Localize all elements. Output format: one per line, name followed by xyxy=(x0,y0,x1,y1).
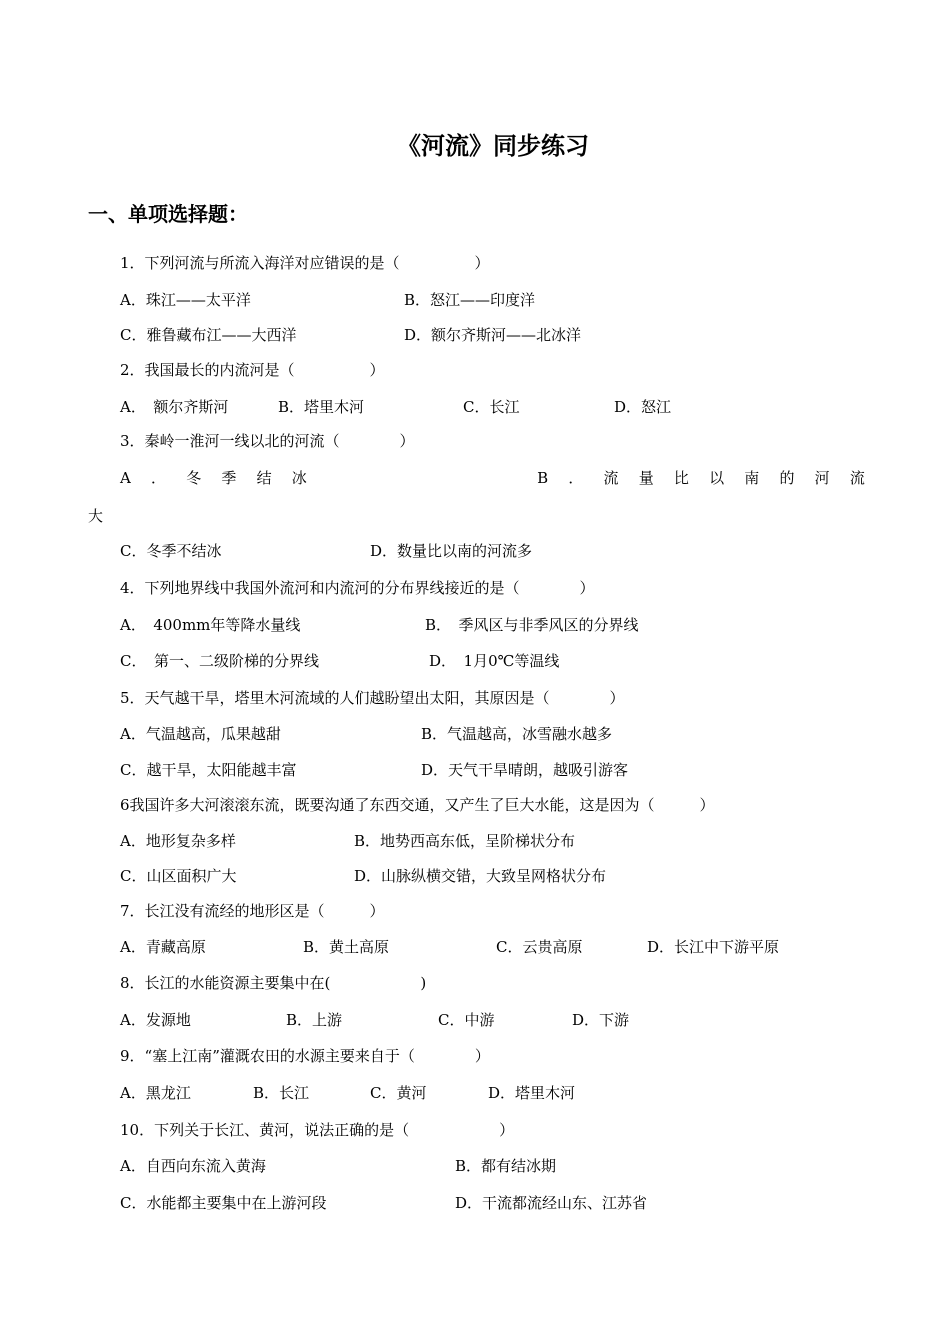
question-4-option-a: A． 400mm年等降水量线 xyxy=(120,616,301,634)
question-9-option-a: A．黑龙江 xyxy=(120,1084,191,1102)
question-2-option-d: D．怒江 xyxy=(614,398,672,416)
question-8-option-a: A．发源地 xyxy=(120,1011,191,1029)
question-5-option-a: A．气温越高，瓜果越甜 xyxy=(120,725,281,743)
question-4-option-c: C． 第一、二级阶梯的分界线 xyxy=(120,652,319,670)
q3-b-char: 流 xyxy=(849,469,865,487)
question-7-option-d: D．长江中下游平原 xyxy=(647,938,780,956)
question-5-option-b: B．气温越高，冰雪融水越多 xyxy=(421,725,613,743)
question-9-stem: 9．“塞上江南”灌溉农田的水源主要来自于（ ） xyxy=(120,1047,490,1065)
question-9-option-d: D．塔里木河 xyxy=(488,1084,576,1102)
q3-a-char: 结 xyxy=(256,469,272,487)
question-9-option-c: C．黄河 xyxy=(370,1084,427,1102)
question-3-options-ab xyxy=(120,468,865,488)
question-2-stem: 2．我国最长的内流河是（ ） xyxy=(120,361,385,379)
q3-b-char: 量 xyxy=(638,469,654,487)
question-4-option-b: B． 季风区与非季风区的分界线 xyxy=(425,616,639,634)
q3-b-char: B xyxy=(537,469,549,487)
question-10-option-b: B．都有结冰期 xyxy=(455,1157,557,1175)
question-6-stem: 6我国许多大河滚滚东流，既要沟通了东西交通，又产生了巨大水能，这是因为（ ） xyxy=(120,796,715,814)
question-5-option-d: D．天气干旱晴朗，越吸引游客 xyxy=(421,761,629,779)
question-1-option-b: B．怒江——印度洋 xyxy=(404,291,536,309)
question-5-option-c: C．越干旱，太阳能越丰富 xyxy=(120,761,297,779)
question-6-option-b: B．地势西高东低，呈阶梯状分布 xyxy=(354,832,576,850)
page-title: 《河流》同步练习 xyxy=(397,132,589,160)
question-9-option-b: B．长江 xyxy=(253,1084,310,1102)
question-8-option-c: C．中游 xyxy=(438,1011,495,1029)
question-3-option-d: D．数量比以南的河流多 xyxy=(370,542,533,560)
question-1-stem: 1．下列河流与所流入海洋对应错误的是（ ） xyxy=(120,254,490,272)
q3-b-char: 河 xyxy=(814,469,830,487)
question-7-option-a: A．青藏高原 xyxy=(120,938,206,956)
q3-b-char: ． xyxy=(568,469,584,487)
q3-a-char: 季 xyxy=(221,469,237,487)
question-3-stem: 3．秦岭一淮河一线以北的河流（ ） xyxy=(120,432,415,450)
q3-a-char: ． xyxy=(151,469,167,487)
q3-b-char: 南 xyxy=(744,469,760,487)
question-7-option-c: C．云贵高原 xyxy=(496,938,583,956)
question-5-stem: 5．天气越干旱，塔里木河流域的人们越盼望出太阳，其原因是（ ） xyxy=(120,689,625,707)
section-heading: 一、单项选择题： xyxy=(88,202,248,226)
question-10-option-c: C．水能都主要集中在上游河段 xyxy=(120,1194,327,1212)
question-2-option-b: B．塔里木河 xyxy=(278,398,365,416)
question-1-option-a: A．珠江——太平洋 xyxy=(120,291,251,309)
q3-b-char: 以 xyxy=(709,469,725,487)
question-10-stem: 10．下列关于长江、黄河，说法正确的是（ ） xyxy=(120,1121,515,1139)
question-1-option-c: C．雅鲁藏布江——大西洋 xyxy=(120,326,297,344)
question-7-option-b: B．黄土高原 xyxy=(303,938,390,956)
question-10-option-a: A．自西向东流入黄海 xyxy=(120,1157,266,1175)
question-2-option-a: A． 额尔齐斯河 xyxy=(120,398,229,416)
question-8-option-b: B．上游 xyxy=(286,1011,343,1029)
question-6-option-c: C．山区面积广大 xyxy=(120,867,237,885)
q3-a-char: A xyxy=(120,469,131,487)
q3-b-char: 的 xyxy=(779,469,795,487)
question-6-option-d: D．山脉纵横交错，大致呈网格状分布 xyxy=(354,867,607,885)
question-10-option-d: D．干流都流经山东、江苏省 xyxy=(455,1194,648,1212)
question-1-option-d: D．额尔齐斯河——北冰洋 xyxy=(404,326,582,344)
q3-b-char: 流 xyxy=(603,469,619,487)
question-3-option-b-wrap: 大 xyxy=(88,507,104,525)
q3-b-char: 比 xyxy=(673,469,689,487)
question-8-option-d: D．下游 xyxy=(572,1011,630,1029)
question-4-option-d: D． 1月0℃等温线 xyxy=(429,652,560,670)
question-8-stem: 8．长江的水能资源主要集中在( ) xyxy=(120,974,427,992)
q3-a-char: 冬 xyxy=(186,469,202,487)
question-3-option-c: C．冬季不结冰 xyxy=(120,542,222,560)
question-6-option-a: A．地形复杂多样 xyxy=(120,832,236,850)
q3-a-char: 冰 xyxy=(291,469,307,487)
question-7-stem: 7．长江没有流经的地形区是（ ） xyxy=(120,902,385,920)
question-4-stem: 4．下列地界线中我国外流河和内流河的分布界线接近的是（ ） xyxy=(120,579,595,597)
question-2-option-c: C．长江 xyxy=(463,398,520,416)
